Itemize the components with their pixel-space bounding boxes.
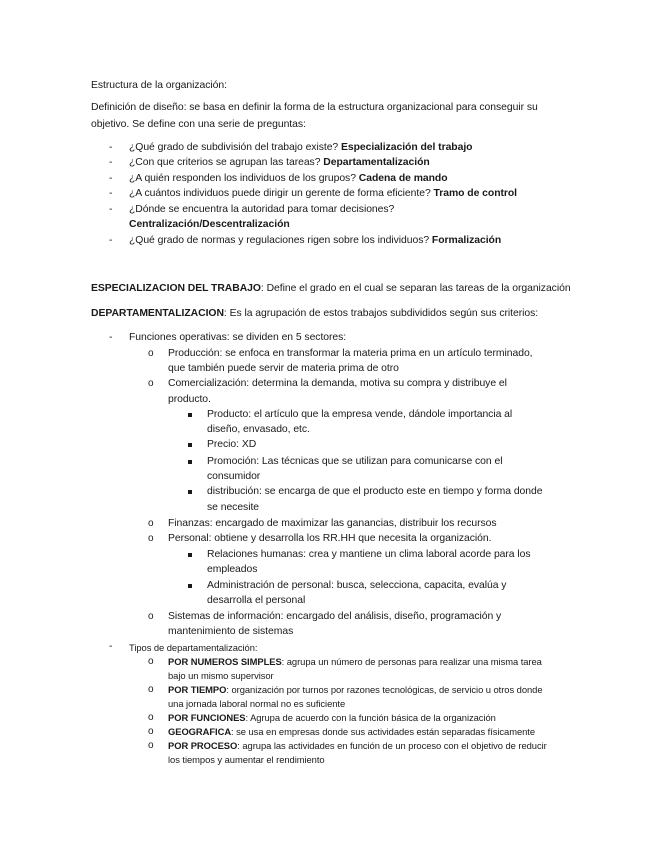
circle-bullet: o [148, 518, 154, 529]
square-bullet [188, 443, 192, 447]
dash-bullet: - [109, 142, 113, 153]
produccion-line-2: que también puede servir de materia prima de otro [168, 363, 399, 374]
question-item: ¿Qué grado de subdivisión del trabajo existe? Especialización del trabajo [129, 142, 473, 153]
personal-item: Personal: obtiene y desarrolla los RR.HH que necesita la organización. [168, 533, 492, 544]
produccion-line-1: Producción: se enfoca en transformar la materia prima en un artículo terminado, [168, 348, 533, 359]
sistemas-line-2: mantenimiento de sistemas [168, 626, 294, 637]
question-item: ¿Dónde se encuentra la autoridad para tomar decisiones? [129, 204, 395, 215]
definition-line-1: Definición de diseño: se basa en definir la forma de la estructura organizacional para conseguir su [91, 102, 538, 113]
square-bullet [188, 584, 192, 588]
tipo-por-funciones: POR FUNCIONES: Agrupa de acuerdo con la función básica de la organización [168, 712, 496, 723]
dash-bullet: - [109, 173, 113, 184]
finanzas-item: Finanzas: encargado de maximizar las ganancias, distribuir los recursos [168, 518, 497, 529]
dash-bullet: - [109, 188, 113, 199]
circle-bullet: o [148, 740, 154, 751]
comercializacion-line-1: Comercialización: determina la demanda, motiva su compra y distribuye el [168, 378, 507, 389]
circle-bullet: o [148, 378, 154, 389]
producto-line-2: diseño, envasado, etc. [207, 424, 310, 435]
dash-bullet: - [109, 641, 113, 652]
tipo-por-proceso-cont: los tiempos y aumentar el rendimiento [168, 754, 325, 765]
circle-bullet: o [148, 726, 154, 737]
square-bullet [188, 553, 192, 557]
dash-bullet: - [109, 204, 113, 215]
tipos-heading: Tipos de departamentalización: [129, 642, 258, 653]
question-item: ¿A cuántos individuos puede dirigir un gerente de forma eficiente? Tramo de control [129, 188, 518, 199]
administracion-line-1: Administración de personal: busca, selecciona, capacita, evalúa y [207, 580, 507, 591]
administracion-line-2: desarrolla el personal [207, 595, 306, 606]
tipo-por-tiempo: POR TIEMPO: organización por turnos por razones tecnológicas, de servicio u otros donde [168, 684, 543, 695]
circle-bullet: o [148, 684, 154, 695]
tipo-por-proceso: POR PROCESO: agrupa las actividades en función de un proceso con el objetivo de reducir [168, 740, 547, 751]
promocion-line-2: consumidor [207, 471, 261, 482]
dash-bullet: - [109, 332, 113, 343]
tipo-por-tiempo-cont: una jornada laboral normal no es suficiente [168, 698, 346, 709]
relaciones-line-2: empleados [207, 564, 258, 575]
distribucion-line-1: distribución: se encarga de que el producto este en tiempo y forma donde [207, 486, 543, 497]
comercializacion-line-2: producto. [168, 394, 211, 405]
departamentalizacion-definition: DEPARTAMENTALIZACION: Es la agrupación de estos trabajos subdivididos según sus criterios: [91, 308, 539, 319]
document-heading: Estructura de la organización: [91, 80, 227, 91]
tipo-numeros-simples-cont: bajo un mismo supervisor [168, 670, 274, 681]
question-answer: Centralización/Descentralización [129, 219, 290, 230]
circle-bullet: o [148, 656, 154, 667]
sistemas-line-1: Sistemas de información: encargado del análisis, diseño, programación y [168, 611, 502, 622]
tipo-numeros-simples: POR NUMEROS SIMPLES: agrupa un número de personas para realizar una misma tarea [168, 656, 542, 667]
square-bullet [188, 413, 192, 417]
funciones-operativas: Funciones operativas: se dividen en 5 sectores: [129, 332, 347, 343]
especializacion-definition: ESPECIALIZACION DEL TRABAJO: Define el grado en el cual se separan las tareas de la organización [91, 283, 571, 294]
dash-bullet: - [109, 157, 113, 168]
question-item: ¿Qué grado de normas y regulaciones rigen sobre los individuos? Formalización [129, 235, 502, 246]
relaciones-line-1: Relaciones humanas: crea y mantiene un clima laboral acorde para los [207, 549, 531, 560]
circle-bullet: o [148, 712, 154, 723]
question-item: ¿A quién responden los individuos de los grupos? Cadena de mando [129, 173, 448, 184]
circle-bullet: o [148, 611, 154, 622]
question-item: ¿Con que criterios se agrupan las tareas? Departamentalización [129, 157, 430, 168]
definition-line-2: objetivo. Se define con una serie de preguntas: [91, 119, 306, 130]
tipo-geografica: GEOGRAFICA: se usa en empresas donde sus actividades están separadas físicamente [168, 726, 536, 737]
promocion-line-1: Promoción: Las técnicas que se utilizan para comunicarse con el [207, 456, 503, 467]
circle-bullet: o [148, 533, 154, 544]
precio-item: Precio: XD [207, 439, 257, 450]
dash-bullet: - [109, 235, 113, 246]
square-bullet [188, 460, 192, 464]
circle-bullet: o [148, 348, 154, 359]
producto-line-1: Producto: el artículo que la empresa vende, dándole importancia al [207, 409, 513, 420]
distribucion-line-2: se necesite [207, 502, 260, 513]
square-bullet [188, 490, 192, 494]
